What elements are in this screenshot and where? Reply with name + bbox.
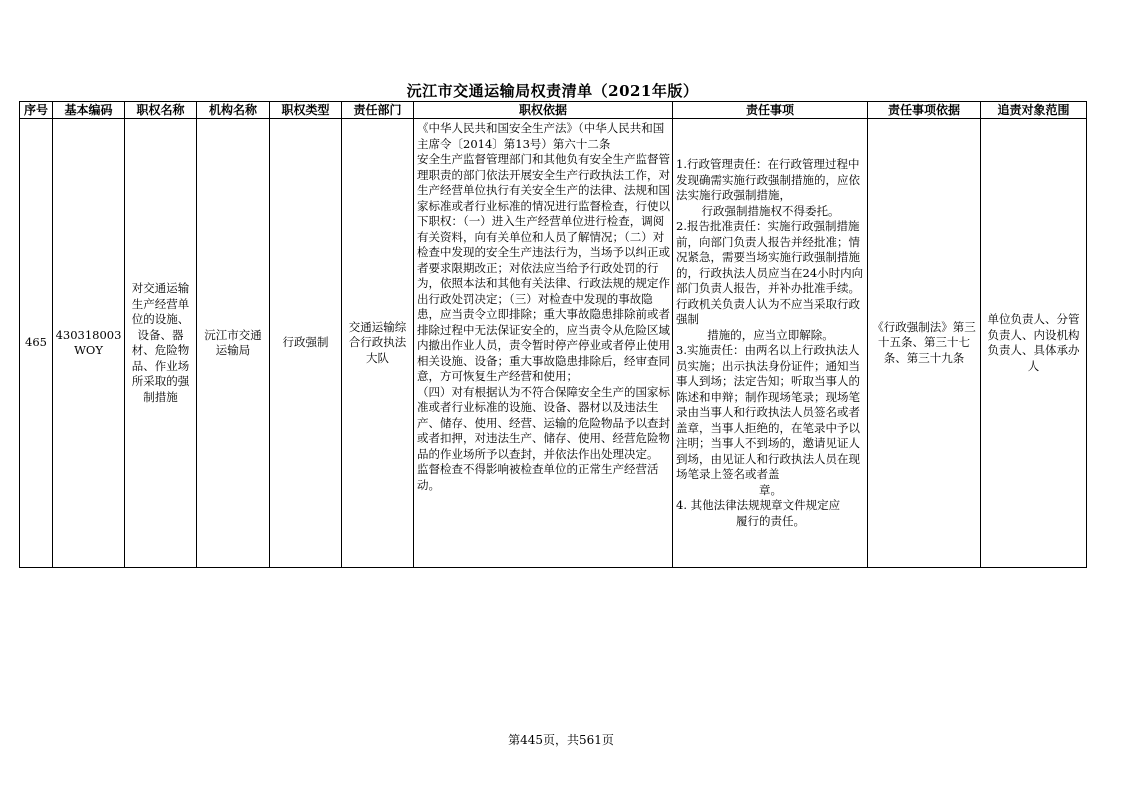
header-duty-basis: 责任事项依据: [868, 102, 981, 119]
cell-power-name: 对交通运输生产经营单位的设施、设备、器材、危险物品、作业场所采取的强制措施: [125, 119, 197, 568]
header-basis: 职权依据: [414, 102, 673, 119]
header-accountability: 追责对象范围: [981, 102, 1087, 119]
cell-department: 交通运输综合行政执法大队: [342, 119, 414, 568]
basis-paragraph: 《中华人民共和国安全生产法》（中华人民共和国主席令〔2014〕第13号）第六十二条: [417, 121, 665, 151]
basis-paragraph: 安全生产监督管理部门和其他负有安全生产监督管理职责的部门依法开展安全生产行政执法工作，对生产经营单位执行有关安全生产的法律、法规和国家标准或者行业标准的情况进行监督检查，行使以下职权：（一）进入生产经营单位进行检查，调阅有关资料，向有关单位和人员了解情况；（二）对检查中发现的安全生产违法行为，当场予以纠正或者要求限期改正；对依法应当给予行政处罚的行为，依照本法和其他有关法律、行政法规的规定作出行政处罚决定；（三）对检查中发现的事故隐患，应当责令立即排除；重大事故隐患排除前或者排除过程中无法保证安全的，应当责令从危险区域内撤出作业人员，责令暂时停产停业或者停止使用相关设施、设备；重大事故隐患排除后，经审查同意，方可恢复生产经营和使用；: [417, 152, 670, 383]
cell-power-type: 行政强制: [270, 119, 342, 568]
header-code: 基本编码: [53, 102, 125, 119]
header-department: 责任部门: [342, 102, 414, 119]
cell-basis: [414, 119, 673, 568]
basis-paragraph: 监督检查不得影响被检查单位的正常生产经营活动。: [417, 462, 659, 492]
duty-item: 4. 其他法律法规规章文件规定应 履行的责任。: [676, 498, 841, 528]
power-list-table: [19, 101, 1087, 568]
cell-duties: [673, 119, 868, 568]
cell-index: 465: [20, 119, 53, 568]
header-power-type: 职权类型: [270, 102, 342, 119]
cell-accountability: 单位负责人、分管负责人、内设机构负责人、具体承办人: [981, 119, 1087, 568]
duty-item: 1.行政管理责任：在行政管理过程中发现确需实施行政强制措施的，应依法实施行政强制措施， 行政强制措施权不得委托。: [676, 157, 860, 218]
page-footer: 第445页，共561页: [508, 733, 614, 747]
cell-code: 430318003WOY: [53, 119, 125, 568]
header-index: 序号: [20, 102, 53, 119]
cell-agency: 沅江市交通运输局: [197, 119, 270, 568]
cell-duty-basis: 《行政强制法》第三十五条、第三十七条、第三十九条: [868, 119, 981, 568]
header-row: [20, 102, 1087, 119]
duty-item: 2.报告批准责任：实施行政强制措施前，向部门负责人报告并经批准；情况紧急，需要当场实施行政强制措施的，行政执法人员应当在24小时内向部门负责人报告，并补办批准手续。行政机关负责人认为不应当采取行政强制 措施的，应当立即解除。: [676, 219, 864, 342]
duty-item: 3.实施责任：由两名以上行政执法人员实施；出示执法身份证件；通知当事人到场；法定告知；听取当事人的陈述和申辩；制作现场笔录；现场笔录由当事人和行政执法人员签名或者盖章，当事人拒绝的，在笔录中予以注明；当事人不到场的，邀请见证人到场，由见证人和行政执法人员在现场笔录上签名或者盖 章。: [676, 343, 860, 497]
header-agency: 机构名称: [197, 102, 270, 119]
header-duties: 责任事项: [673, 102, 868, 119]
header-power-name: 职权名称: [125, 102, 197, 119]
basis-paragraph: （四）对有根据认为不符合保障安全生产的国家标准或者行业标准的设施、设备、器材以及违法生产、储存、使用、经营、运输的危险物品予以查封或者扣押，对违法生产、储存、使用、经营危险物品的作业场所予以查封，并依法作出处理决定。: [417, 384, 670, 461]
page-title: 沅江市交通运输局权责清单（2021年版）: [406, 82, 699, 100]
table-row: [20, 119, 1087, 568]
